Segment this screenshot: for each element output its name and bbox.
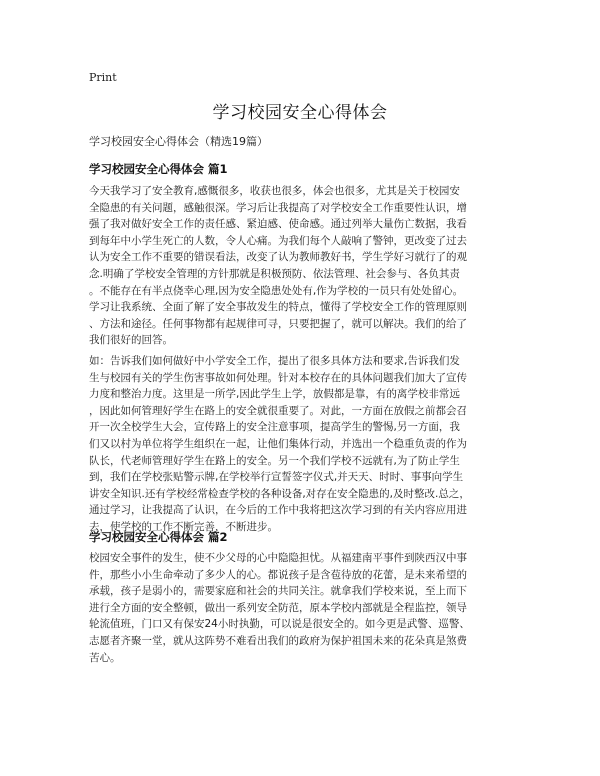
paragraph-line: 今天我学习了安全教育,感慨很多，收获也很多，体会也很多，尤其是关于校园安 [89,185,460,197]
paragraph-line: 强了我对做好安全工作的责任感、紧迫感、使命感。通过列举大量伤亡数据，我看 [89,218,467,231]
paragraph-line: 到，我们在学校张贴警示牌,在学校举行宣誓签字仪式,并天天、时时、事事向学生 [89,471,464,484]
document-title: 学习校园安全心得体会 [212,103,388,123]
paragraph-line: 苦心。 [89,651,121,664]
paragraph-line: 学习让我系统、全面了解了安全事故发生的特点，懂得了学校安全工作的管理原则 [89,301,467,314]
section-heading-2: 学习校园安全心得体会 篇2 [89,530,228,544]
print-label: Print [89,71,117,84]
paragraph-line: 进行全方面的安全整顿，做出一系列安全防范，原本学校内部就是全程监控，领导 [89,601,467,614]
section-2-paragraph-1 [89,550,519,666]
paragraph-line: 认为安全工作不重要的错误看法，改变了认为教师教好书，学生学好习就行了的观 [89,251,467,264]
paragraph-line: ，因此如何管理好学生在路上的安全就很重要了。对此，一方面在放假之前都会召 [89,404,467,417]
paragraph-line: 力度和整治力度。这里是一所学,因此学生上学，放假都是靠，有的离学校非常远 [89,388,460,401]
paragraph-line: 。不能存在有半点侥幸心理,因为安全隐患处处有,作为学校的一员只有处处留心。 [89,284,464,297]
paragraph-line: 件，那些小小生命牵动了多少人的心。都说孩子是含苞待放的花蕾，是未来希望的 [89,568,467,581]
paragraph-line: 承载，孩子是弱小的，需要家庭和社会的共同关注。就拿我们学校来说，至上而下 [89,585,467,598]
paragraph-line: 如：告诉我们如何做好中小学安全工作，提出了很多具体方法和要求,告诉我们发 [89,355,460,367]
paragraph-line: 到每年中小学生死亡的人数，令人心痛。为我们每个人敲响了警钟，更改变了过去 [89,234,467,247]
section-heading-1: 学习校园安全心得体会 篇1 [89,162,228,176]
paragraph-line: 志愿者齐聚一堂，就从这阵势不难看出我们的政府为保护祖国未来的花朵真是煞费 [89,634,467,647]
section-1-paragraph-1 [89,183,519,349]
paragraph-line: 我们很好的回答。 [89,334,173,347]
paragraph-line: 念.明确了学校安全管理的方针那就是积极预防、依法管理、社会参与、各负其责 [89,267,460,280]
paragraph-line: 通过学习，让我提高了认识，在今后的工作中我将把这次学习到的有关内容应用进 [89,504,467,517]
paragraph-line: 开一次全校学生大会，宣传路上的安全注意事项，提高学生的警惕,另一方面，我 [89,421,460,434]
paragraph-line: 队长，代老师管理好学生在路上的安全。另一个我们学校不远就有,为了防止学生 [89,454,460,467]
paragraph-line: 轮流值班，门口又有保安24小时执勤，可以说是很安全的。如今更是武警、巡警、 [89,618,470,631]
document-subtitle: 学习校园安全心得体会（精选19篇） [89,135,268,148]
paragraph-line: 讲安全知识.还有学校经常检查学校的各种设备,对存在安全隐患的,及时整改.总之， [89,487,470,500]
paragraph-line: 去，使学校的工作不断完善，不断进步。 [89,520,278,533]
paragraph-line: 校园安全事件的发生，使不少父母的心中隐隐担忧。从福建南平事件到陕西汉中事 [89,552,467,564]
paragraph-line: 、方法和途径。任何事物都有起规律可寻，只要把握了，就可以解决。我们的给了 [89,317,467,330]
section-1-paragraph-2 [89,353,519,536]
paragraph-line: 生与校园有关的学生伤害事故如何处理。针对本校存在的具体问题我们加大了宣传 [89,371,467,384]
paragraph-line: 们又以村为单位将学生组织在一起，让他们集体行动，并选出一个稳重负责的作为 [89,437,467,450]
paragraph-line: 全隐患的有关问题，感触很深。学习后让我提高了对学校安全工作重要性认识，增 [89,201,467,214]
